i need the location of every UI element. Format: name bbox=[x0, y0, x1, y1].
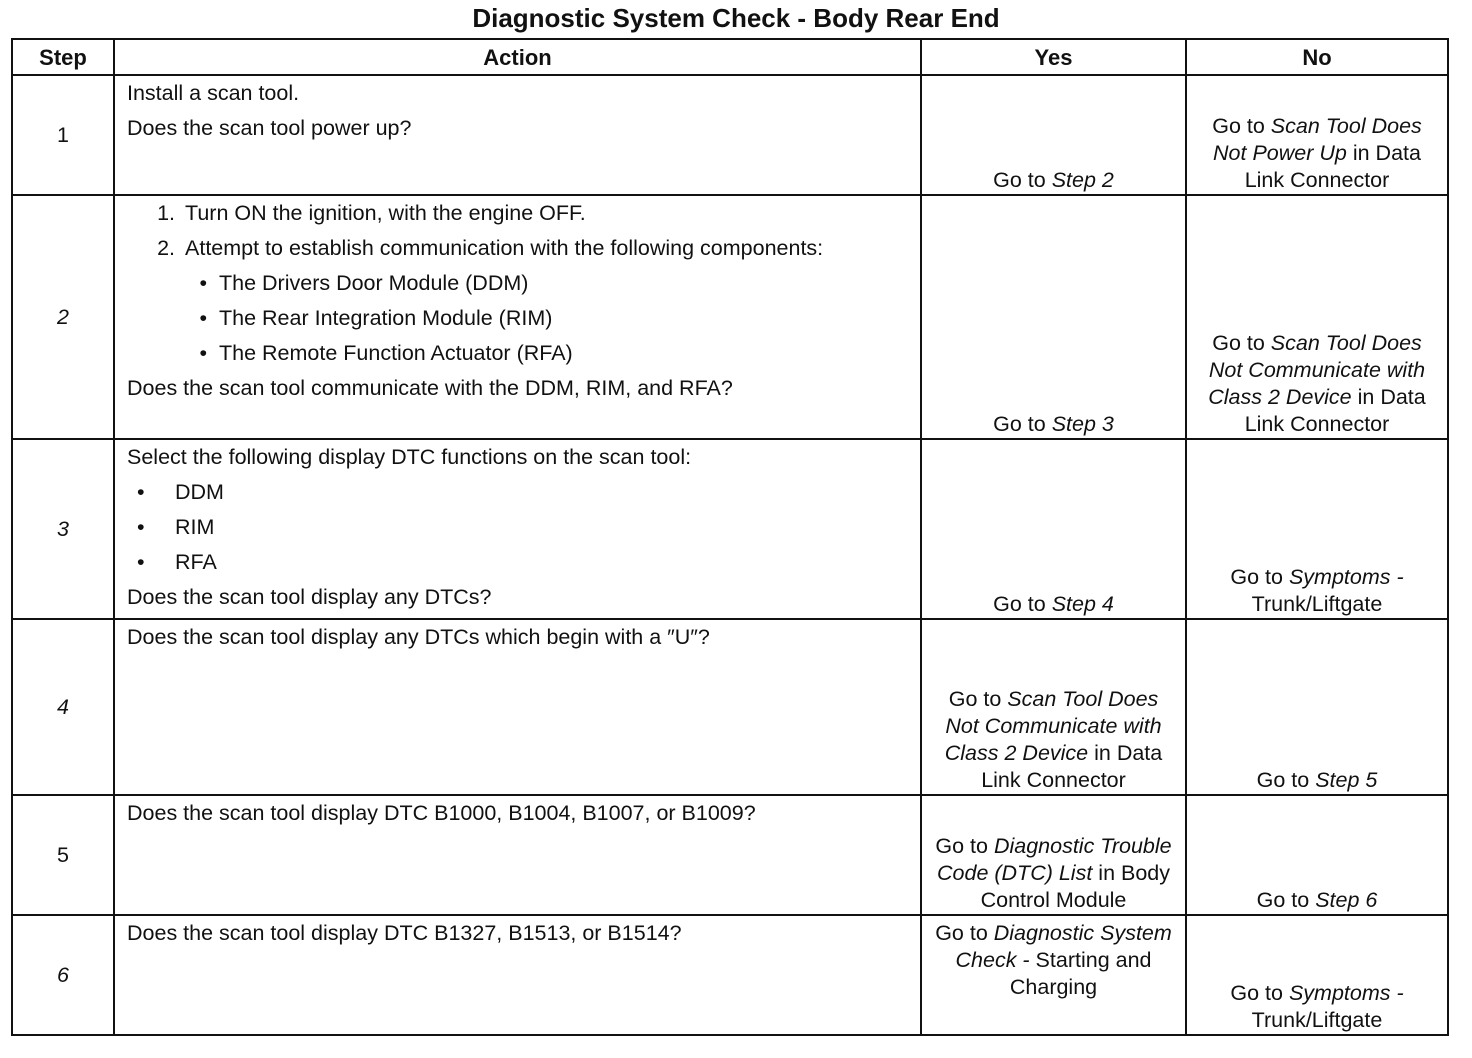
list-item: 1. Turn ON the ignition, with the engine OFF. bbox=[157, 201, 586, 225]
action-cell bbox=[114, 75, 921, 195]
list-item: • DDM bbox=[137, 480, 224, 504]
yes-cell bbox=[921, 75, 1186, 195]
action-cell bbox=[114, 439, 921, 619]
action-question: Does the scan tool display DTC B1327, B1513, or B1514? bbox=[127, 921, 682, 945]
page-title: Diagnostic System Check - Body Rear End bbox=[472, 3, 1000, 33]
action-cell bbox=[114, 795, 921, 915]
header-row bbox=[12, 39, 1448, 75]
step-number: 4 bbox=[12, 619, 114, 795]
yes-outcome[interactable]: Go to Step 3 bbox=[993, 412, 1114, 436]
step-number: 1 bbox=[12, 75, 114, 195]
action-question: Does the scan tool power up? bbox=[127, 116, 412, 140]
table-row bbox=[12, 619, 1448, 795]
yes-outcome[interactable]: Go to Step 2 bbox=[993, 168, 1114, 192]
table-row bbox=[12, 439, 1448, 619]
yes-cell bbox=[921, 795, 1186, 915]
action-text: Install a scan tool. bbox=[127, 81, 300, 105]
step-number: 3 bbox=[12, 439, 114, 619]
action-question: Does the scan tool display any DTCs which begin with a ″U″? bbox=[127, 625, 710, 649]
no-outcome[interactable]: Go to Symptoms - Trunk/Liftgate bbox=[1230, 981, 1404, 1032]
no-cell bbox=[1186, 195, 1448, 439]
yes-cell bbox=[921, 619, 1186, 795]
list-item: 2. Attempt to establish communication with the following components: bbox=[157, 236, 824, 260]
numbered-steps bbox=[127, 200, 910, 262]
no-cell bbox=[1186, 619, 1448, 795]
list-item: • The Rear Integration Module (RIM) bbox=[199, 306, 553, 330]
action-question: Does the scan tool display DTC B1000, B1004, B1007, or B1009? bbox=[127, 801, 756, 825]
yes-cell bbox=[921, 915, 1186, 1035]
no-cell bbox=[1186, 75, 1448, 195]
action-text: Select the following display DTC functions on the scan tool: bbox=[127, 445, 692, 469]
header-yes: Yes bbox=[921, 39, 1186, 75]
list-item: • The Drivers Door Module (DDM) bbox=[199, 271, 529, 295]
no-outcome[interactable]: Go to Symptoms - Trunk/Liftgate bbox=[1230, 565, 1404, 616]
yes-cell bbox=[921, 439, 1186, 619]
no-cell bbox=[1186, 915, 1448, 1035]
list-item: • RFA bbox=[137, 550, 217, 574]
component-list bbox=[127, 270, 910, 367]
yes-outcome[interactable]: Go to Diagnostic Trouble Code (DTC) List in Body Control Module bbox=[935, 834, 1172, 912]
yes-outcome[interactable]: Go to Step 4 bbox=[993, 592, 1114, 616]
step-number: 5 bbox=[12, 795, 114, 915]
no-outcome[interactable]: Go to Step 6 bbox=[1256, 888, 1378, 912]
list-item: • The Remote Function Actuator (RFA) bbox=[199, 341, 573, 365]
table-row bbox=[12, 795, 1448, 915]
header-no: No bbox=[1186, 39, 1448, 75]
action-question: Does the scan tool display any DTCs? bbox=[127, 585, 492, 609]
no-outcome[interactable]: Go to Step 5 bbox=[1256, 768, 1378, 792]
action-cell bbox=[114, 915, 921, 1035]
header-step: Step bbox=[12, 39, 114, 75]
list-item: • RIM bbox=[137, 515, 215, 539]
yes-outcome[interactable]: Go to Diagnostic System Check - Starting and Charging bbox=[935, 921, 1172, 999]
yes-cell bbox=[921, 195, 1186, 439]
yes-outcome[interactable]: Go to Scan Tool Does Not Communicate with Class 2 Device in Data Link Connector bbox=[944, 687, 1163, 792]
step-number: 6 bbox=[12, 915, 114, 1035]
diagnostic-table bbox=[11, 38, 1449, 1036]
table-row bbox=[12, 915, 1448, 1035]
action-cell bbox=[114, 195, 921, 439]
table-row bbox=[12, 195, 1448, 439]
header-action: Action bbox=[114, 39, 921, 75]
action-cell bbox=[114, 619, 921, 795]
step-number: 2 bbox=[12, 195, 114, 439]
no-outcome[interactable]: Go to Scan Tool Does Not Power Up in Data Link Connector bbox=[1212, 114, 1422, 192]
table-row bbox=[12, 75, 1448, 195]
dtc-function-list bbox=[127, 479, 910, 576]
no-cell bbox=[1186, 439, 1448, 619]
action-question: Does the scan tool communicate with the DDM, RIM, and RFA? bbox=[127, 376, 733, 400]
no-cell bbox=[1186, 795, 1448, 915]
no-outcome[interactable]: Go to Scan Tool Does Not Communicate with Class 2 Device in Data Link Connector bbox=[1208, 331, 1426, 436]
